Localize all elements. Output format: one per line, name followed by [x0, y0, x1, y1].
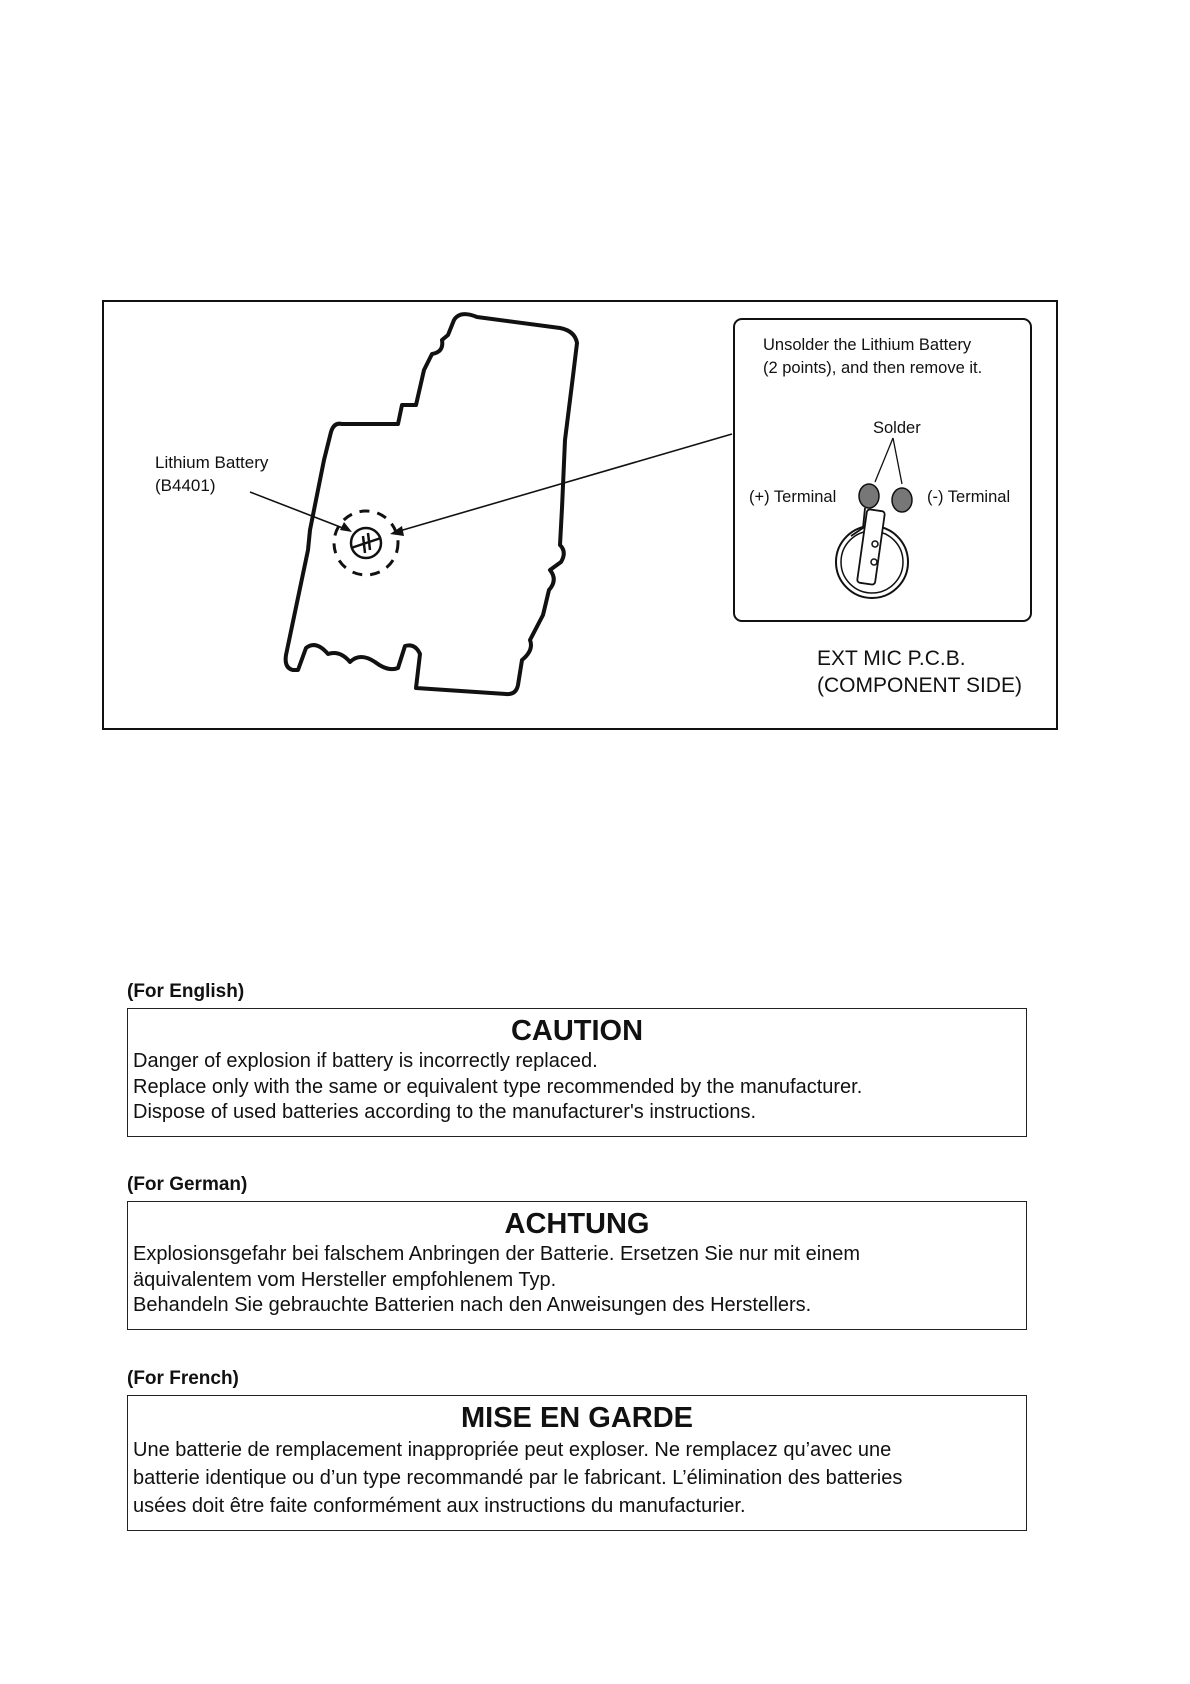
- german-caution-box: [127, 1201, 1027, 1330]
- pcb-label-line1: EXT MIC P.C.B.: [817, 647, 966, 670]
- pcb-outline: [286, 314, 577, 694]
- solder-label: Solder: [873, 419, 921, 437]
- solder-point-minus: [892, 488, 912, 512]
- pcb-label-line2: (COMPONENT SIDE): [817, 674, 1022, 697]
- french-label: (For French): [127, 1368, 239, 1389]
- battery-leader-line: [250, 492, 348, 530]
- english-caution-line: Replace only with the same or equivalent type recommended by the manufacturer.: [133, 1075, 863, 1098]
- english-caution-line: Danger of explosion if battery is incorrectly replaced.: [133, 1050, 598, 1072]
- english-caution-line: Dispose of used batteries according to the manufacturer's instructions.: [133, 1101, 757, 1123]
- french-caution-box: [127, 1395, 1027, 1531]
- german-caution-line: äquivalentem vom Hersteller empfohlenem Typ.: [133, 1268, 557, 1291]
- battery-label-line2: (B4401): [155, 476, 216, 495]
- coin-battery-icon: [836, 508, 908, 598]
- english-caution-box: [127, 1008, 1027, 1137]
- french-caution-line: usées doit être faite conformément aux instructions du manufacturier.: [133, 1495, 746, 1517]
- german-caution-title: ACHTUNG: [504, 1208, 650, 1240]
- battery-removal-figure: [102, 300, 1058, 730]
- solder-point-plus: [859, 484, 879, 508]
- english-caution-title: CAUTION: [510, 1015, 644, 1047]
- battery-label-line1: Lithium Battery: [155, 453, 269, 472]
- english-label: (For English): [127, 981, 245, 1002]
- pcb-diagram: [102, 300, 1058, 730]
- instruction-line1: Unsolder the Lithium Battery: [763, 336, 972, 354]
- french-caution-line: batterie identique ou d’un type recommandé par le fabricant. L’élimination des batteries: [133, 1467, 903, 1489]
- german-caution-line: Explosionsgefahr bei falschem Anbringen der Batterie. Ersetzen Sie nur mit einem: [133, 1243, 861, 1265]
- instruction-line2: (2 points), and then remove it.: [763, 359, 983, 377]
- german-caution-line: Behandeln Sie gebrauchte Batterien nach den Anweisungen des Herstellers.: [133, 1294, 812, 1316]
- french-caution-line: Une batterie de remplacement inappropriée peut exploser. Ne remplacez qu’avec une: [133, 1439, 892, 1461]
- french-caution-title: MISE EN GARDE: [460, 1402, 694, 1434]
- minus-terminal-label: (-) Terminal: [927, 488, 1011, 506]
- german-label: (For German): [127, 1174, 248, 1195]
- plus-terminal-label: (+) Terminal: [749, 488, 837, 506]
